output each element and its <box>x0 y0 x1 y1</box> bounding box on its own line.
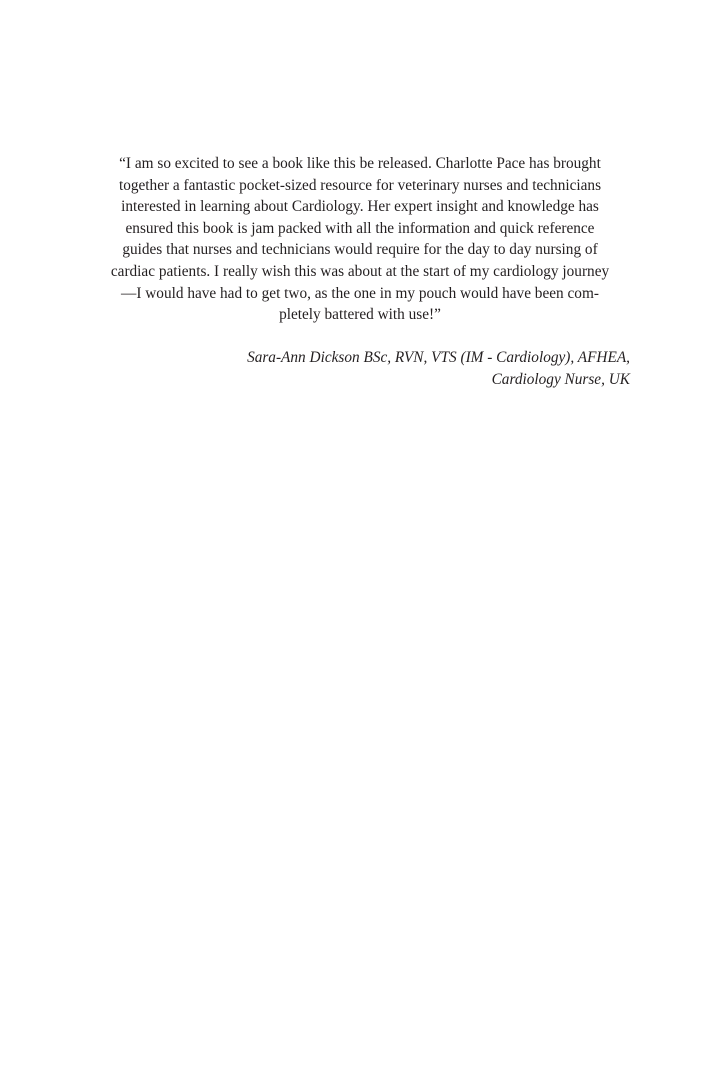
quote-attribution <box>84 347 630 391</box>
quote-line: —I would have had to get two, as the one in my pouch would have been com- <box>121 284 599 302</box>
quote-line: guides that nurses and technicians would require for the day to day nursing of <box>122 241 598 259</box>
testimonial-quote <box>84 153 636 326</box>
quote-line: cardiac patients. I really wish this was about at the start of my cardiology journey <box>110 262 610 280</box>
attribution-role: Cardiology Nurse, UK <box>491 371 630 388</box>
attribution-name-credentials: Sara-Ann Dickson BSc, RVN, VTS (IM - Cardiology), AFHEA, <box>247 349 630 366</box>
quote-line: “I am so excited to see a book like this be released. Charlotte Pace has brought <box>119 155 601 172</box>
quote-line: pletely battered with use!” <box>279 306 441 324</box>
quote-line: interested in learning about Cardiology. Her expert insight and knowledge has <box>121 198 599 216</box>
quote-line: together a fantastic pocket-sized resource for veterinary nurses and technicians <box>118 176 602 194</box>
quote-line: ensured this book is jam packed with all the information and quick reference <box>125 219 595 237</box>
